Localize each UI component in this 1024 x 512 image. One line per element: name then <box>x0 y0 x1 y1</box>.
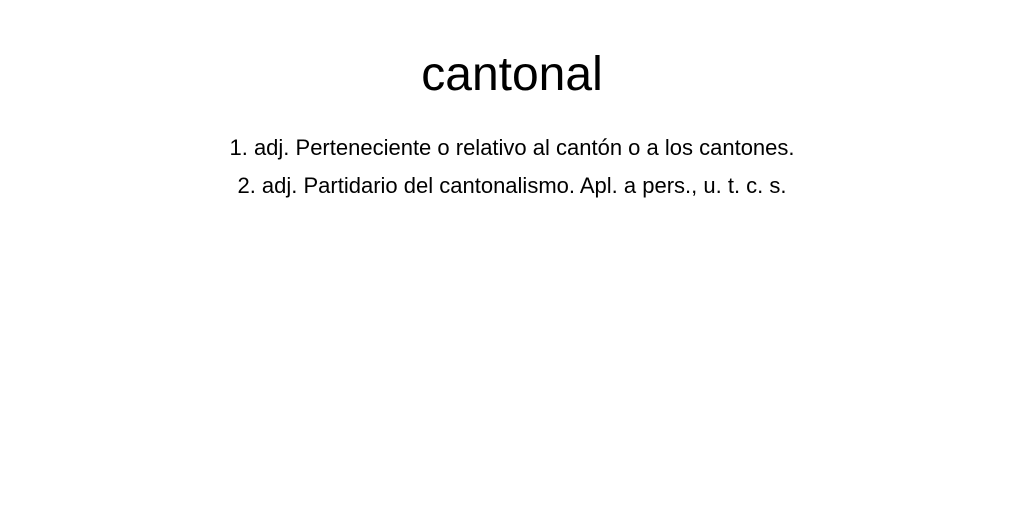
definition-1: 1. adj. Perteneciente o relativo al cantón o a los cantones. <box>229 135 795 160</box>
definition-list <box>0 129 1024 205</box>
definition-2: 2. adj. Partidario del cantonalismo. Apl. a pers., u. t. c. s. <box>237 173 787 198</box>
headword: cantonal <box>421 48 603 101</box>
